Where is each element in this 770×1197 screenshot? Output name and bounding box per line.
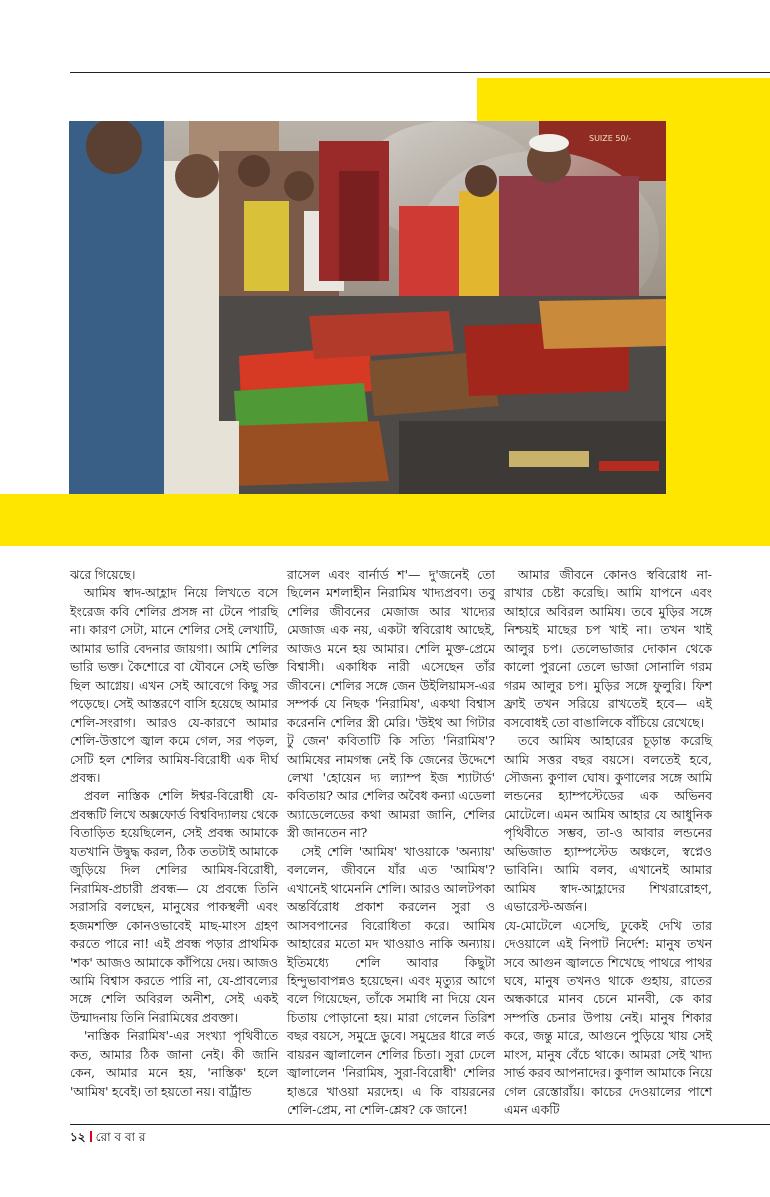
page-number: ১২: [70, 1130, 86, 1144]
article-paragraph: সেই শেলি 'আমিষ' খাওয়াকে 'অন্যায়' বললেন, জীবনে যাঁর এত 'আমিষ'? এখানেই থামেননি শেলি। আরও আলটপকা অন্তর্বিরোধ প্রকাশ করলেন সুরা ও আসবপানের বিরোধিতা করে। আমিষ আহারের মতো মদ খাওয়াও নাকি অন্যায়। ইতিমধ্যে শেলি আবার কিছুটা হিন্দুভাবাপন্নও হয়েছেন। এবং মৃত্যুর আগে বলে গিয়েছেন, তাঁকে সমাধি না দিয়ে যেন চিতায় পোড়ানো হয়। মারা গেলেন তিরিশ বছর বয়সে, সমুদ্রে ডুবে। সমুদ্রের ধারে লর্ড বায়রন জ্বালালেন শেলির চিতা। সুরা ঢেলে জ্বালালেন 'নিরামিষ, সুরা-বিরোধী' শেলির হাঙরে খাওয়া মরদেহ। এ কি বায়রনের শেলি-প্রেম, না শেলি-শ্লেষ? কে জানে!: [287, 843, 495, 1118]
article-paragraph: আমার জীবনে কোনও স্ববিরোধ না-রাখার চেষ্টা করেছি। আমি যাপনে এবং আহারে অবিরল আমিষ। তবে মুড়ির সঙ্গে নিশ্চয়ই মাছের চপ খাই না। তখন খাই আলুর চপ। তেলেভাজার দোকান থেকে কালো পুরনো তেলে ভাজা সোনালি গরম গরম আলুর চপ। মুড়ির সঙ্গে ফুলুরি। ফিশ ফ্রাই তখন সরিয়ে রাখতেই হবে— এই বসবোধই তো বাঙালিকে বাঁচিয়ে রেখেছে।: [504, 567, 712, 730]
article-column-1: [70, 566, 278, 1101]
bottom-rule: [70, 1124, 770, 1125]
section-name: রো ব বা র: [95, 1130, 146, 1144]
article-paragraph: রাসেল এবং বার্নার্ড শ'— দু'জনেই তো ছিলেন মশলাহীন নিরামিষ খাদ্যপ্রবণ। তবু শেলির জীবনের মেজাজ আর খাদ্যের মেজাজ এক নয়, একটা স্ববিরোধ আছেই, আজও মনে হয় আমার। শেলি মুক্ত-প্রেমে বিশ্বাসী। একাধিক নারী এসেছেন তাঁর জীবনে। শেলির সঙ্গে জেন উইলিয়ামস-এর সম্পর্ক যে নিছক 'নিরামিষ', একথা বিশ্বাস করেননি শেলির স্ত্রী মেরি। 'উইথ আ গিটার টু জেন' কবিতাটি কি সত্যি 'নিরামিষ'? আমিষের নামগন্ধ নেই কি জেনের উদ্দেশে লেখা 'হোয়েন দ্য ল্যাম্প ইজ শ্যাটার্ড' কবিতায়? আর শেলির অবৈধ কন্যা এডেলা অ্যাডেলেডের কথা আমরা জানি, শেলির স্ত্রী জানতেন না?: [287, 567, 495, 841]
page-folio: [70, 1129, 145, 1149]
folio-divider: [90, 1131, 92, 1142]
article-paragraph: ঝরে গিয়েছে।: [70, 567, 136, 582]
article-paragraph: 'নাস্তিক নিরামিষ'-এর সংখ্যা পৃথিবীতে কত, আমার ঠিক জানা নেই। কী জানি কেন, আমার মনে হয়, 'নাস্তিক' হলে 'আমিষ' হবেই। তা হয়তো নয়। বার্ট্রান্ড: [70, 1028, 278, 1099]
yellow-accent-block-bottom: [0, 494, 720, 546]
article-paragraph: তবে আমিষ আহারের চূড়ান্ত করেছি আমি সত্তর বছর বয়সে। বলতেই হবে, সৌজন্য কুণাল ঘোষ। কুণালের সঙ্গে আমি লন্ডনের হ্যাম্পস্টেডের এক অভিনব মোটেলে। এমন আমিষ আহার যে আধুনিক পৃথিবীতে সম্ভব, তা-ও আবার লন্ডনের অভিজাত হ্যাম্পস্টেড অঞ্চলে, স্বপ্নেও ভাবিনি। আমি বলব, এখানেই আমার আমিষ স্বাদ-আহ্লাদের শিখরারোহণ, এভারেস্ট-অর্জন।: [504, 733, 712, 915]
article-column-3: [504, 566, 712, 1120]
street-food-stall-photo: [69, 121, 666, 494]
shop-sign-text: SUIZE 50/-: [589, 134, 632, 143]
article-paragraph: যে-মোটেলে এসেছি, ঢুকেই দেখি তার দেওয়ালে এই নিপাট নির্দেশ: মানুষ তখন সবে আগুন জ্বালতে শিখেছে পাথরে পাথর ঘষে, মানুষ তখনও থাকে গুহায়, রাতের অন্ধকারে মানব চেনে মানবী, কে কার সম্পত্তি চেনার উপায় নেই। মানুষ শিকার করে, জন্তু মারে, আগুনে পুড়িয়ে খায় সেই মাংস, মানুষ বেঁচে থাকে। আমরা সেই খাদ্য সার্ভ করব আপনাদের। কুণাল আমাকে নিয়ে গেল রেস্তোরাঁয়। কাচের দেওয়ালের পাশে এমন একটি: [504, 917, 712, 1118]
article-column-2: [287, 566, 495, 1120]
article-paragraph: প্রবল নাস্তিক শেলি ঈশ্বর-বিরোধী যে-প্রবন্ধটি লিখে অক্সফোর্ড বিশ্ববিদ্যালয় থেকে বিতাড়িত হয়েছিলেন, সেই প্রবন্ধ আমাকে যতখানি উদ্বুদ্ধ করল, ঠিক ততটাই আমাকে জুড়িয়ে দিল শেলির আমিষ-বিরোধী, নিরামিষ-প্রচারী প্রবন্ধ— যে প্রবন্ধে তিনি সরাসরি বলছেন, মানুষের পাকস্থলী এবং হজমশক্তি কোনওভাবেই মাছ-মাংস গ্রহণ করতে পারে না! এই প্রবন্ধ পড়ার প্রাথমিক 'শক' আজও আমাকে কাঁপিয়ে দেয়। আজও আমি বিশ্বাস করতে পারি না, যে-প্রাবল্যের সঙ্গে শেলি অবিরল অনীশ, সেই একই উন্মাদনায় তিনি নিরামিষের প্রবক্তা।: [70, 788, 278, 1025]
article-paragraph: আমিষ স্বাদ-আহ্লাদ নিয়ে লিখতে বসে ইংরেজ কবি শেলির প্রসঙ্গ না টেনে পারছি না। কারণ সেটা, মানে শেলির সেই লেখাটি, আমার ভারি বেদনার জায়গা। আমি শেলির ভারি ভক্ত। কৈশোরে বা যৌবনে সেই ভক্তি ছিল আগ্নেয়। এখন সেই আবেগে কিছু সর পড়েছে। সেই আস্তরণে বাসি হয়েছে আমার শেলি-সংরাগ। আরও যে-কারণে আমার শেলি-উত্তাপে জ্বাল কমে গেল, সর পড়ল, সেটি হল শেলির আমিষ-বিরোধী এক দীর্ঘ প্রবন্ধ।: [70, 585, 278, 785]
top-rule: [70, 72, 770, 73]
